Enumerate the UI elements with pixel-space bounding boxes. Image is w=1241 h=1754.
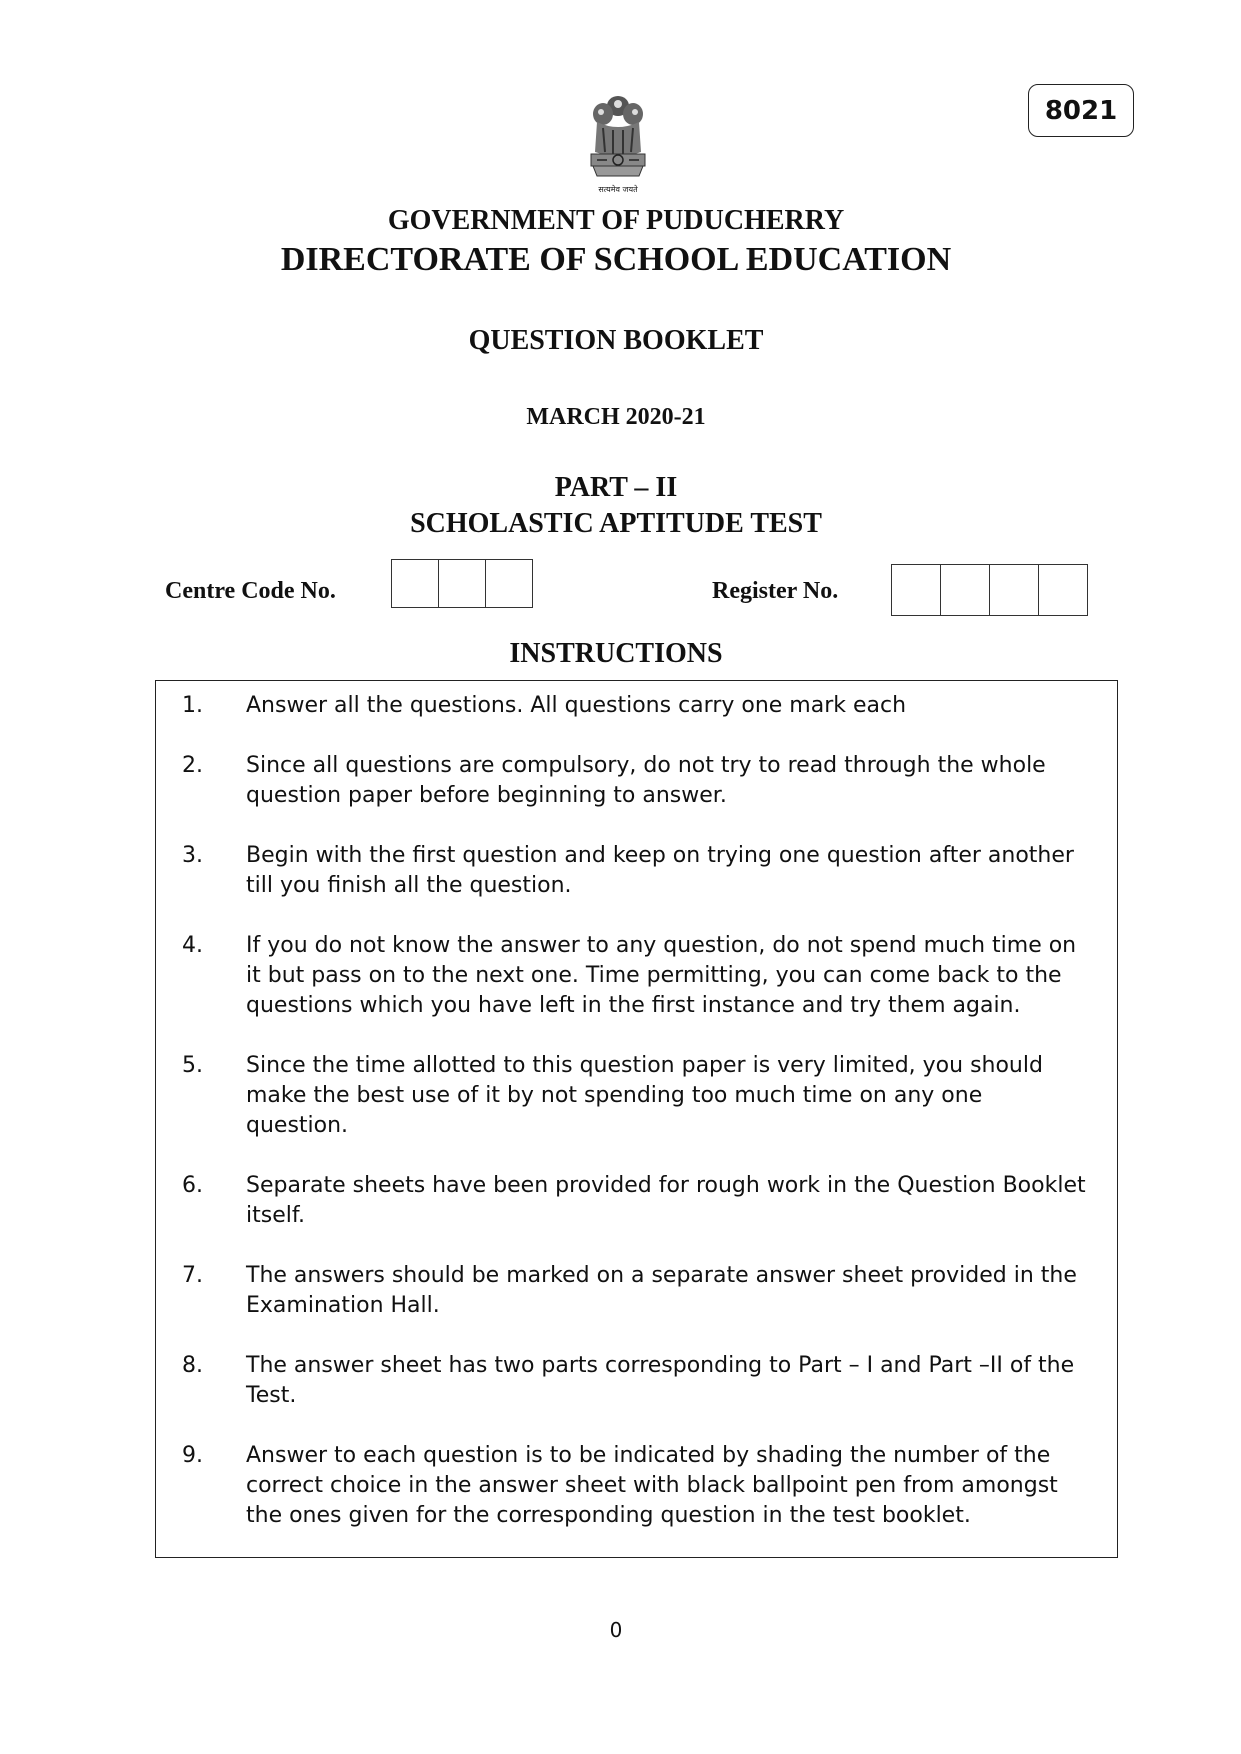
centre-code-digit-box[interactable] bbox=[438, 559, 486, 608]
emblem-motto: सत्यमेव जयते bbox=[598, 185, 638, 194]
instruction-number: 7. bbox=[182, 1263, 203, 1288]
centre-code-boxes[interactable] bbox=[392, 559, 533, 608]
instructions-box bbox=[155, 680, 1118, 1558]
instruction-number: 8. bbox=[182, 1353, 203, 1378]
instruction-number: 6. bbox=[182, 1173, 203, 1198]
ashoka-emblem-icon bbox=[583, 92, 653, 196]
instruction-text: The answers should be marked on a separate answer sheet provided in the Examination Hall. bbox=[246, 1263, 1077, 1318]
instruction-text: Since the time allotted to this question paper is very limited, you should make the best use of it by not spending too much time on any one question. bbox=[246, 1053, 1043, 1138]
instruction-number: 4. bbox=[182, 933, 203, 958]
instruction-number: 2. bbox=[182, 753, 203, 778]
instructions-title: INSTRUCTIONS bbox=[509, 638, 723, 669]
register-no-digit-box[interactable] bbox=[989, 564, 1039, 616]
instruction-number: 3. bbox=[182, 843, 203, 868]
instruction-text: The answer sheet has two parts corresponding to Part – I and Part –II of the Test. bbox=[246, 1353, 1075, 1408]
booklet-code-box: 8021 bbox=[1028, 84, 1134, 137]
instruction-text: Answer to each question is to be indicated by shading the number of the correct choice in the answer sheet with black ballpoint pen from amongst the ones given for the corresponding question in the test booklet. bbox=[246, 1443, 1058, 1528]
register-no-label: Register No. bbox=[712, 578, 839, 604]
booklet-title: QUESTION BOOKLET bbox=[468, 325, 764, 356]
instruction-text: If you do not know the answer to any question, do not spend much time on it but pass on to the next one. Time permitting, you can come back to the questions which you have left in the first instance and try them again. bbox=[246, 933, 1077, 1018]
register-no-digit-box[interactable] bbox=[1038, 564, 1088, 616]
register-no-digit-box[interactable] bbox=[940, 564, 990, 616]
instruction-number: 1. bbox=[182, 693, 203, 718]
instruction-text: Answer all the questions. All questions carry one mark each bbox=[246, 693, 907, 718]
register-no-boxes[interactable] bbox=[892, 564, 1088, 616]
part-label: PART – II bbox=[554, 472, 678, 503]
government-title: GOVERNMENT OF PUDUCHERRY bbox=[387, 205, 845, 236]
instruction-text: Begin with the first question and keep on trying one question after another till you finish all the question. bbox=[246, 843, 1074, 898]
instruction-number: 5. bbox=[182, 1053, 203, 1078]
centre-code-digit-box[interactable] bbox=[485, 559, 533, 608]
instruction-text: Since all questions are compulsory, do not try to read through the whole question paper before beginning to answer. bbox=[246, 753, 1046, 808]
test-name: SCHOLASTIC APTITUDE TEST bbox=[410, 508, 822, 539]
directorate-title: DIRECTORATE OF SCHOOL EDUCATION bbox=[280, 241, 952, 278]
centre-code-digit-box[interactable] bbox=[391, 559, 439, 608]
instruction-number: 9. bbox=[182, 1443, 203, 1468]
instruction-text: Separate sheets have been provided for rough work in the Question Booklet itself. bbox=[246, 1173, 1086, 1228]
session-label: MARCH 2020-21 bbox=[526, 404, 706, 430]
register-no-digit-box[interactable] bbox=[891, 564, 941, 616]
centre-code-label: Centre Code No. bbox=[165, 578, 336, 604]
page-number: 0 bbox=[609, 1618, 623, 1642]
